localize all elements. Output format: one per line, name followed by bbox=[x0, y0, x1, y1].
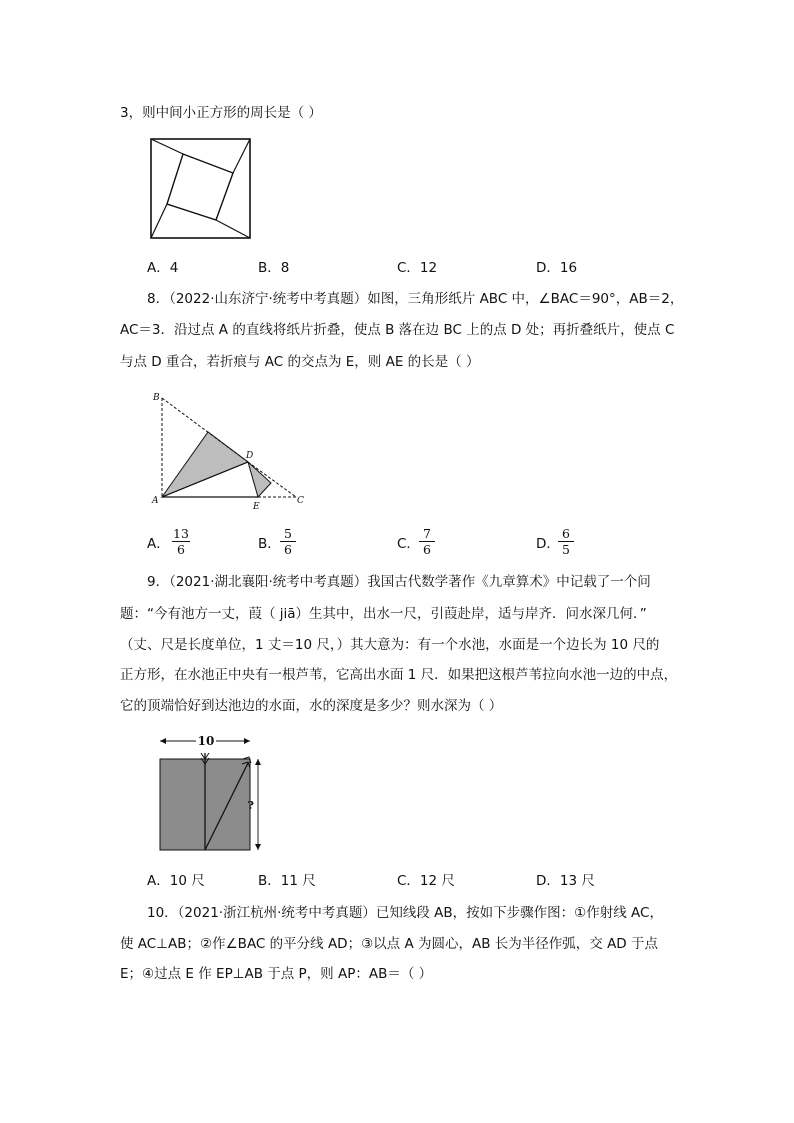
q10-stem-line-2: 使 AC⊥AB；②作∠BAC 的平分线 AD；③以点 A 为圆心，AB 长为半径作弧，交 AD 于点 bbox=[120, 936, 658, 952]
q8-option-c-fraction bbox=[419, 526, 435, 557]
q8-option-c-denominator: 6 bbox=[423, 542, 431, 557]
q9-stem-line-1: 9．（2021·湖北襄阳·统考中考真题）我国古代数学著作《九章算术》中记载了一个问 bbox=[147, 574, 651, 590]
q8-option-d-fraction bbox=[558, 526, 574, 557]
q7-option-d[interactable]: D．16 bbox=[536, 260, 578, 276]
q7-stem-end: 3，则中间小正方形的周长是（ ） bbox=[120, 105, 322, 121]
q7-option-b[interactable]: B．8 bbox=[258, 260, 290, 276]
q8-option-a-denominator: 6 bbox=[177, 542, 185, 557]
q8-label-a: A bbox=[152, 496, 159, 506]
q8-option-a-letter: A． bbox=[147, 536, 170, 552]
q8-stem-line-1: 8．（2022·山东济宁·统考中考真题）如图，三角形纸片 ABC 中，∠BAC＝90°，AB＝2， bbox=[147, 291, 684, 307]
q8-option-d-numerator: 6 bbox=[558, 526, 574, 542]
q8-option-b-letter: B． bbox=[258, 536, 281, 552]
q8-stem-line-2: AC＝3．沿过点 A 的直线将纸片折叠，使点 B 落在边 BC 上的点 D 处；再折叠纸片，使点 C bbox=[120, 322, 675, 338]
q8-option-a-numerator: 13 bbox=[173, 526, 189, 541]
q8-option-d-denominator: 5 bbox=[562, 542, 570, 557]
q8-label-e: E bbox=[253, 502, 260, 512]
q8-option-a-fraction bbox=[172, 526, 190, 557]
q9-depth-label: ? bbox=[247, 799, 254, 812]
q8-stem-line-3: 与点 D 重合，若折痕与 AC 的交点为 E，则 AE 的长是（ ） bbox=[120, 354, 480, 370]
q8-option-b-fraction bbox=[280, 526, 296, 557]
q9-option-c[interactable]: C．12 尺 bbox=[397, 873, 455, 889]
q7-option-c[interactable]: C．12 bbox=[397, 260, 438, 276]
q7-option-a[interactable]: A．4 bbox=[147, 260, 179, 276]
q8-option-c-numerator: 7 bbox=[419, 526, 435, 542]
q8-option-b-denominator: 6 bbox=[284, 542, 292, 557]
q8-option-b-numerator: 5 bbox=[280, 526, 296, 542]
q8-option-d-letter: D． bbox=[536, 536, 560, 552]
q10-stem-line-1: 10．（2021·浙江杭州·统考中考真题）已知线段 AB，按如下步骤作图：①作射线 AC， bbox=[147, 905, 663, 921]
q8-label-d: D bbox=[246, 451, 254, 461]
q10-stem-line-3: E；④过点 E 作 EP⊥AB 于点 P，则 AP：AB＝（ ） bbox=[120, 966, 433, 982]
q8-option-c-letter: C． bbox=[397, 536, 420, 552]
q9-option-b[interactable]: B．11 尺 bbox=[258, 873, 316, 889]
q9-option-a[interactable]: A．10 尺 bbox=[147, 873, 205, 889]
q8-label-b: B bbox=[153, 393, 160, 403]
q9-stem-line-2: 题：“今有池方一丈，葭（ jiā）生其中，出水一尺，引葭赴岸，适与岸齐．问水深几何．” bbox=[120, 606, 647, 622]
q9-stem-line-3: （丈、尺是长度单位，1 丈＝10 尺，）其大意为：有一个水池，水面是一个边长为 10 尺的 bbox=[120, 637, 660, 653]
q9-option-d[interactable]: D．13 尺 bbox=[536, 873, 595, 889]
q8-label-c: C bbox=[297, 496, 304, 506]
q9-width-label: 10 bbox=[197, 734, 215, 748]
q9-stem-line-4: 正方形，在水池正中央有一根芦苇，它高出水面 1 尺．如果把这根芦苇拉向水池一边的中点， bbox=[120, 667, 678, 683]
q9-stem-line-5: 它的顶端恰好到达池边的水面，水的深度是多少？则水深为（ ） bbox=[120, 698, 503, 714]
q8-triangle-figure bbox=[148, 390, 308, 510]
q7-square-figure bbox=[150, 138, 252, 240]
q9-pond-figure bbox=[156, 731, 276, 853]
